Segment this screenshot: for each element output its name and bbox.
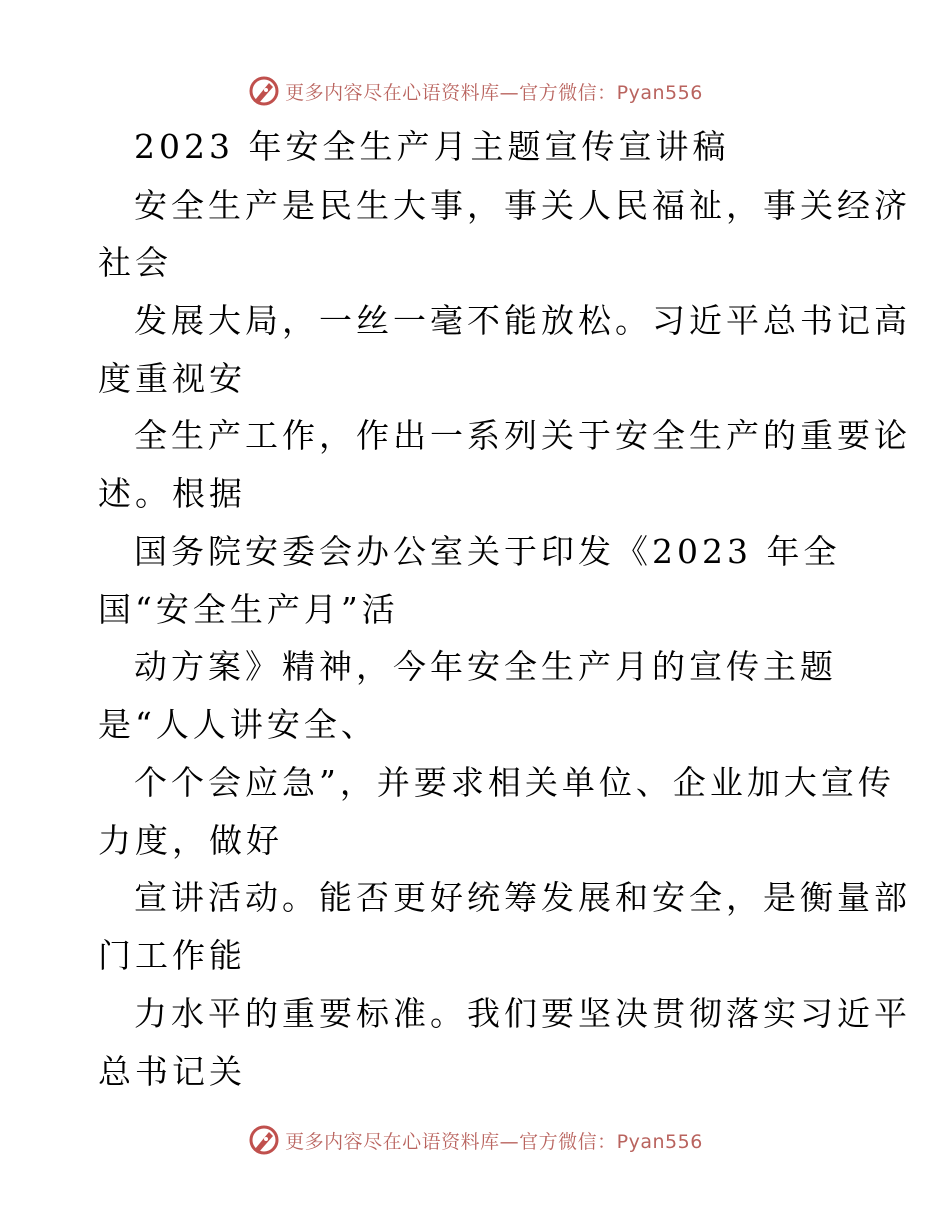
text-line: 社会 (98, 243, 172, 282)
text-line: 个个会应急”，并要求相关单位、企业加大宣传 (134, 763, 895, 802)
text-line: 度重视安 (98, 359, 246, 398)
text-line: 总书记关 (98, 1052, 246, 1091)
text-line: 发展大局，一丝一毫不能放松。习近平总书记高 (134, 301, 911, 340)
text-line: 国“安全生产月”活 (98, 590, 399, 629)
footer-banner (0, 1120, 950, 1160)
text-line: 是“人人讲安全、 (98, 705, 378, 744)
text-line: 动方案》精神，今年安全生产月的宣传主题 (134, 647, 837, 686)
text-line: 力度，做好 (98, 821, 283, 860)
text-line: 述。根据 (98, 474, 246, 513)
text-line: 国务院安委会办公室关于印发《2023 年全 (134, 532, 841, 571)
text-line: 宣讲活动。能否更好统筹发展和安全，是衡量部 (134, 878, 911, 917)
text-line: 安全生产是民生大事，事关人民福祉，事关经济 (134, 186, 911, 225)
banner-text: 更多内容尽在心语资料库—官方微信：Pyan556 (285, 81, 703, 104)
document-title: 2023 年安全生产月主题宣传宣讲稿 (134, 127, 730, 166)
text-line: 全生产工作，作出一系列关于安全生产的重要论 (134, 416, 911, 455)
pen-nib-circle-icon (247, 1123, 281, 1157)
text-line: 力水平的重要标准。我们要坚决贯彻落实习近平 (134, 994, 911, 1033)
text-line: 门工作能 (98, 936, 246, 975)
banner-text: 更多内容尽在心语资料库—官方微信：Pyan556 (285, 1130, 703, 1153)
